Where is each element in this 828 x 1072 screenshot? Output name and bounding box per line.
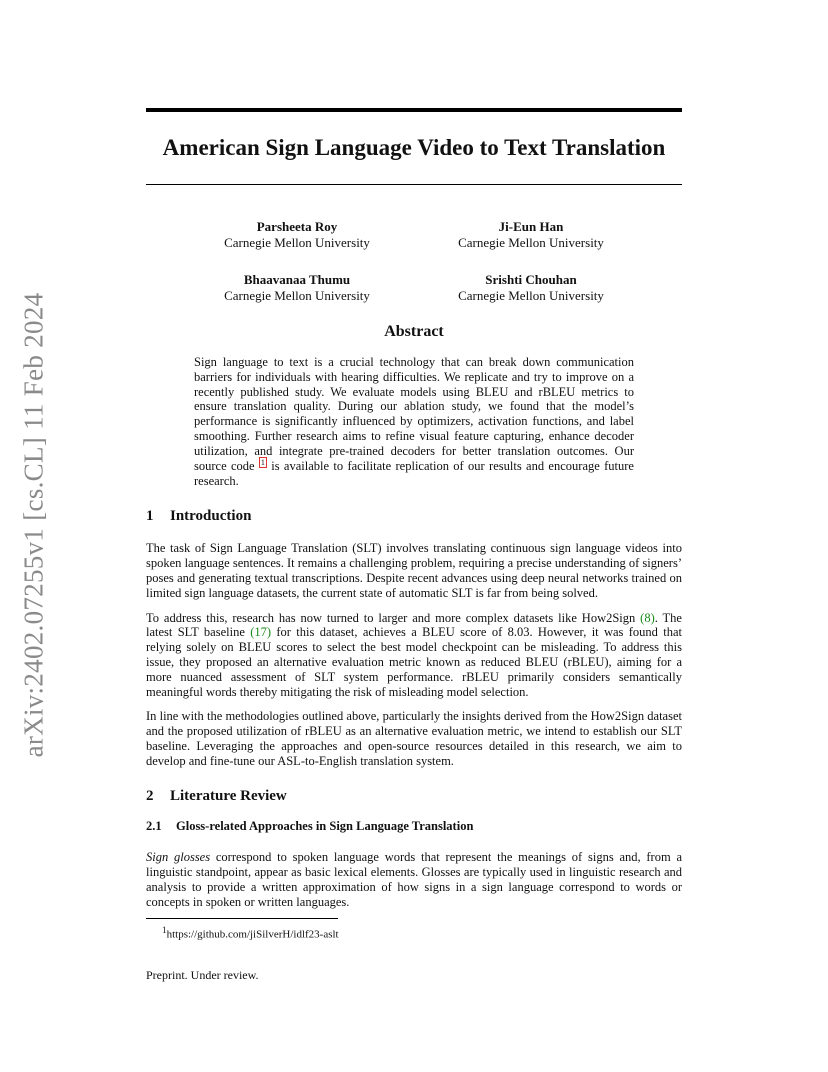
section-number: 2 — [146, 788, 154, 805]
author — [182, 219, 412, 250]
emphasis-term: Sign glosses — [146, 850, 211, 865]
section-title: Literature Review — [170, 788, 287, 805]
author-name: Bhaavanaa Thumu — [243, 272, 351, 287]
author-name: Parsheeta Roy — [256, 219, 338, 234]
subsection-title: Gloss-related Approaches in Sign Language Translation — [176, 819, 474, 834]
arxiv-identifier: arXiv:2402.07255v1 [cs.CL] 11 Feb 2024 — [18, 292, 49, 758]
abstract-text — [194, 355, 634, 488]
abstract-text-part: is available to facilitate replication of our results and encourage future research. — [194, 458, 634, 488]
section-number: 1 — [146, 508, 154, 525]
abstract-text-part: Sign language to text is a crucial technology that can break down communication barriers for individuals with hearing difficulties. We replicate and try to improve on a recently published study. We evaluate models using BLEU and rBLEU metrics to ensure translation quality. During our ablation study, we found that the model’s performance is significantly influenced by optimizers, activation functions, and label smoothing. Further research aims to refine visual feature capturing, enhance decoder utilization, and integrate pre-trained decoders for better translation outcomes. Our source code — [194, 355, 634, 473]
author-name: Ji-Eun Han — [498, 219, 564, 234]
title-rule-bottom — [146, 184, 682, 185]
footnote — [146, 925, 682, 941]
abstract-heading: Abstract — [384, 323, 444, 340]
author-affiliation: Carnegie Mellon University — [224, 287, 370, 303]
subsection-number: 2.1 — [146, 819, 162, 834]
citation-link[interactable]: (17) — [250, 625, 272, 640]
title-rule-top — [146, 108, 682, 112]
author-name: Srishti Chouhan — [485, 272, 577, 287]
paragraph-text: . The latest SLT baseline — [146, 610, 682, 640]
section-heading-introduction — [146, 508, 682, 525]
footnote-url[interactable]: https://github.com/jiSilverH/idlf23-aslt — [166, 928, 339, 941]
preprint-notice: Preprint. Under review. — [146, 968, 259, 983]
paragraph: In line with the methodologies outlined above, particularly the insights derived from the How2Sign dataset and the proposed utilization of rBLEU as an alternative evaluation metric, we intend to establish our SLT baseline. Leveraging the approaches and open-source resources detailed in this research, we aim to develop and fine-tune our ASL-to-English translation system. — [146, 709, 682, 768]
paper-title: American Sign Language Video to Text Translation — [162, 135, 666, 160]
paragraph-text: To address this, research has now turned to larger and more complex datasets like How2Sign — [146, 610, 641, 625]
paragraph — [146, 611, 682, 700]
citation-link[interactable]: (8) — [640, 610, 655, 625]
footnote-mark: 1 — [162, 924, 167, 935]
section-heading-literature-review — [146, 788, 682, 805]
paragraph — [146, 850, 682, 909]
paragraph-text: correspond to spoken language words that represent the meanings of signs and, from a linguistic standpoint, appear as basic lexical elements. Glosses are typically used in linguistic research and analysis to provide a written approximation of how signs in a sign language correspond to words or concepts in spoken or written languages. — [146, 850, 682, 909]
author-affiliation: Carnegie Mellon University — [458, 287, 604, 303]
author-block — [146, 219, 682, 315]
author — [416, 219, 646, 250]
subsection-heading — [146, 819, 682, 834]
author-affiliation: Carnegie Mellon University — [458, 234, 604, 250]
section-title: Introduction — [170, 508, 252, 525]
author-affiliation: Carnegie Mellon University — [224, 234, 370, 250]
paragraph: The task of Sign Language Translation (SLT) involves translating continuous sign language videos into spoken language sentences. It remains a challenging problem, requiring a precise understanding of signers’ poses and generating textual transcriptions. Despite recent advances using deep neural networks trained on limited sign language datasets, the current state of automatic SLT is far from being solved. — [146, 541, 682, 600]
author — [416, 272, 646, 303]
author — [182, 272, 412, 303]
footnote-link[interactable]: 1 — [260, 457, 265, 467]
paper-page — [146, 108, 682, 983]
paragraph-text: for this dataset, achieves a BLEU score of 8.03. However, it was found that relying solely on BLEU scores to select the best model checkpoint can be misleading. To address this issue, they proposed an alternative evaluation metric known as reduced BLEU (rBLEU), aiming for a more nuanced assessment of SLT system performance. rBLEU primarily considers semantically meaningful words thereby mitigating the risk of misleading model selection. — [146, 625, 683, 699]
footnote-rule — [146, 918, 338, 919]
